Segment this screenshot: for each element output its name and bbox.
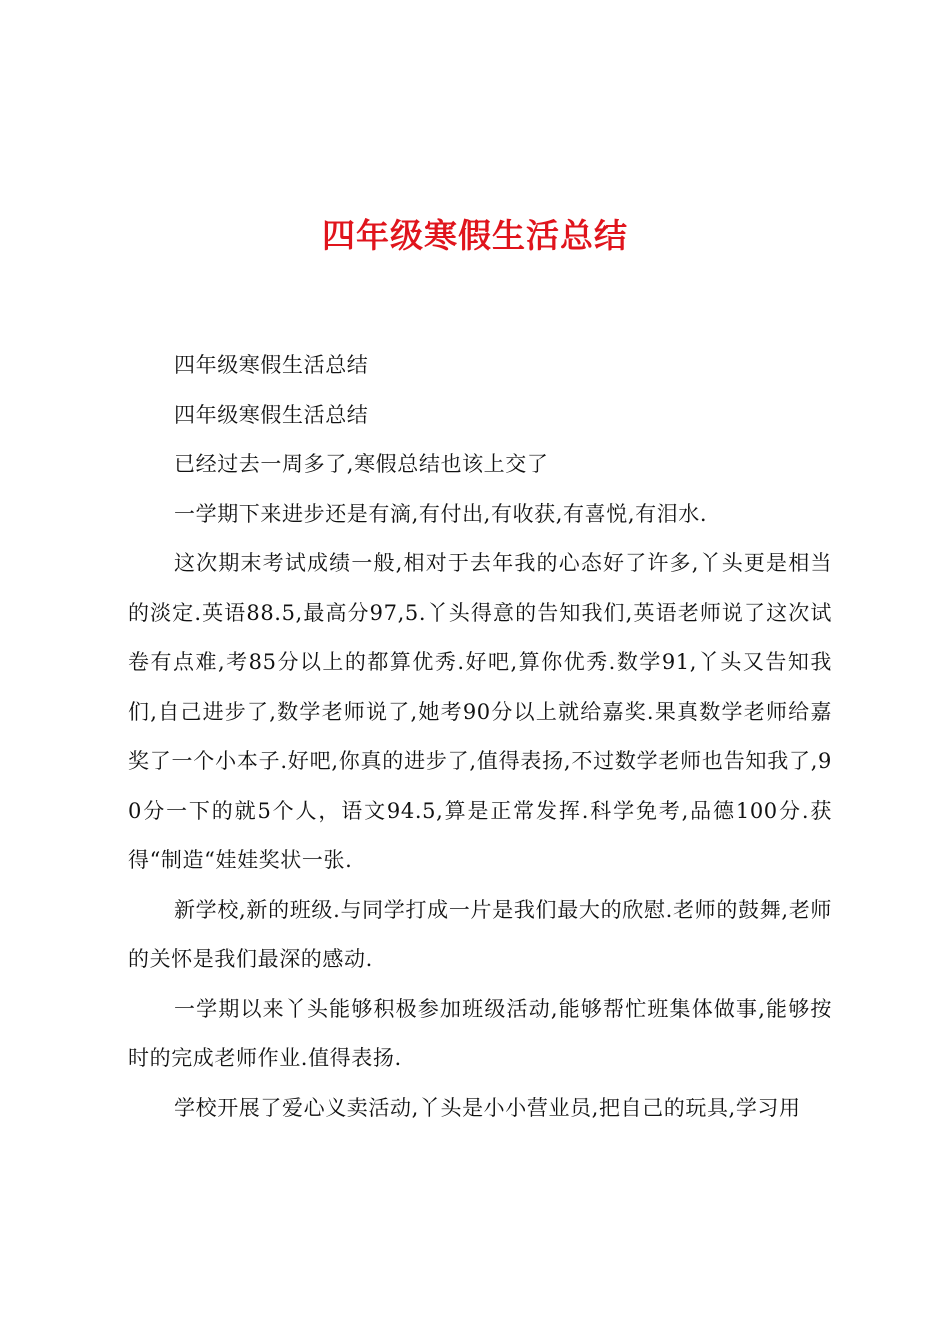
document-title: 四年级寒假生活总结 (322, 216, 628, 255)
paragraph: 这次期末考试成绩一般,相对于去年我的心态好了许多,丫头更是相当的淡定.英语88.5,最高分97,5.丫头得意的告知我们,英语老师说了这次试卷有点难,考85分以上的都算优秀.好吧,算你优秀.数学91,丫头又告知我们,自己进步了,数学老师说了,她考90分以上就给嘉奖.果真数学老师给嘉奖了一个小本子.好吧,你真的进步了,值得表扬,不过数学老师也告知我了,90分一下的就5个人，语文94.5,算是正常发挥.科学免考,品德100分.获得“制造“娃娃奖状一张. (128, 551, 832, 872)
paragraph: 一学期下来进步还是有滴,有付出,有收获,有喜悦,有泪水. (174, 501, 708, 526)
paragraph: 学校开展了爱心义卖活动,丫头是小小营业员,把自己的玩具,学习用 (174, 1095, 801, 1120)
paragraph: 四年级寒假生活总结 (174, 402, 369, 427)
paragraph: 新学校,新的班级.与同学打成一片是我们最大的欣慰.老师的鼓舞,老师的关怀是我们最深的感动. (128, 897, 832, 971)
document-body (128, 341, 832, 1133)
paragraph: 四年级寒假生活总结 (174, 353, 369, 377)
paragraph: 已经过去一周多了,寒假总结也该上交了 (174, 452, 549, 476)
paragraph: 一学期以来丫头能够积极参加班级活动,能够帮忙班集体做事,能够按时的完成老师作业.值得表扬. (128, 996, 832, 1070)
